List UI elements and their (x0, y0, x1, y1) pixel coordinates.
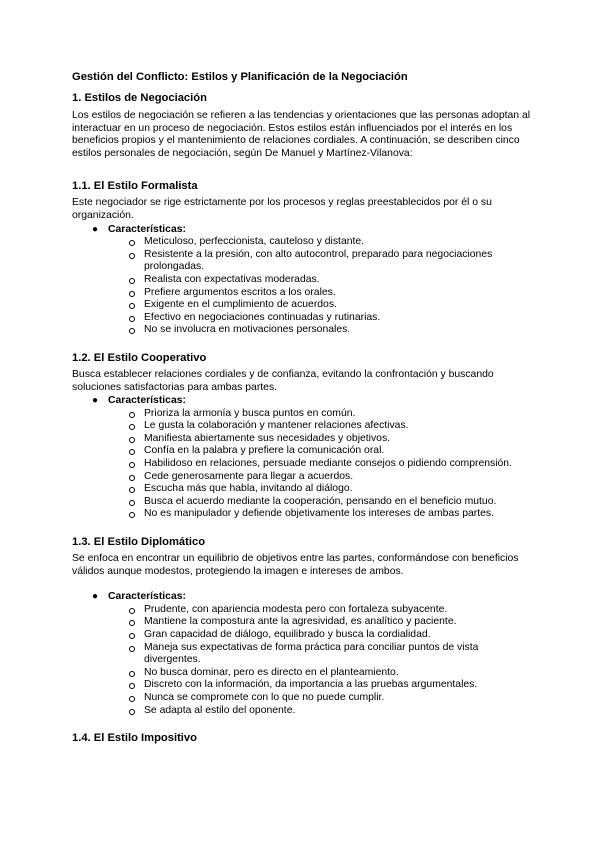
circle-bullet-icon (129, 500, 135, 506)
circle-bullet-icon (129, 253, 135, 259)
section-formalista (72, 179, 532, 337)
list-item: Meticuloso, perfeccionista, cauteloso y distante. (108, 236, 532, 249)
section-heading: 1. Estilos de Negociación (72, 92, 207, 104)
list-item: Cede generosamente para llegar a acuerdos. (108, 471, 532, 484)
circle-bullet-icon (129, 437, 135, 443)
bullet-list (72, 224, 532, 337)
list-item: No busca dominar, pero es directo en el planteamiento. (108, 667, 532, 680)
sub-list (108, 604, 532, 717)
circle-bullet-icon (129, 328, 135, 334)
bullet-item (72, 395, 532, 521)
bullet-list (72, 395, 532, 521)
circle-bullet-icon (129, 475, 135, 481)
circle-bullet-icon (129, 709, 135, 715)
circle-bullet-icon (129, 646, 135, 652)
list-item: Manifiesta abiertamente sus necesidades y objetivos. (108, 433, 532, 446)
bullet-label: Características: (108, 395, 186, 407)
circle-bullet-icon (129, 671, 135, 677)
section-description: Se enfoca en encontrar un equilibrio de objetivos entre las partes, conformándose con beneficios válidos aunque modestos, protegiendo la imagen e intereses de ambos. (72, 553, 519, 577)
list-item: Escucha más que habla, invitando al diálogo. (108, 483, 532, 496)
section-cooperativo (72, 351, 532, 521)
circle-bullet-icon (129, 620, 135, 626)
circle-bullet-icon (129, 278, 135, 284)
circle-bullet-icon (129, 240, 135, 246)
list-item: Efectivo en negociaciones continuadas y rutinarias. (108, 312, 532, 325)
bullet-label: Características: (108, 223, 186, 235)
intro-paragraph: Los estilos de negociación se refieren a las tendencias y orientaciones que las personas adoptan al interactuar en un proceso de negociación. Estos estilos están influenciados por el interés en los beneficios propios y el mantenimiento de relaciones cordiales. A continuación, se describen cinco estilos personales de negociación, según De Manuel y Martínez-Vilanova: (72, 110, 531, 159)
bullet-item (72, 224, 532, 337)
document-page (72, 70, 532, 749)
list-item: Realista con expectativas moderadas. (108, 274, 532, 287)
circle-bullet-icon (129, 412, 135, 418)
bullet-item (72, 591, 532, 717)
circle-bullet-icon (129, 291, 135, 297)
circle-bullet-icon (129, 696, 135, 702)
circle-bullet-icon (129, 462, 135, 468)
circle-bullet-icon (129, 683, 135, 689)
bullet-dot-icon: ● (92, 223, 99, 235)
sub-list (108, 236, 532, 337)
list-item: No se involucra en motivaciones personales. (108, 324, 532, 337)
bullet-list (72, 591, 532, 717)
list-item: Prefiere argumentos escritos a los orales. (108, 287, 532, 300)
circle-bullet-icon (129, 449, 135, 455)
list-item: Prioriza la armonía y busca puntos en común. (108, 408, 532, 421)
circle-bullet-icon (129, 512, 135, 518)
list-item: Nunca se compromete con lo que no puede cumplir. (108, 692, 532, 705)
list-item: Confía en la palabra y prefiere la comunicación oral. (108, 445, 532, 458)
circle-bullet-icon (129, 316, 135, 322)
list-item: Discreto con la información, da importancia a las pruebas argumentales. (108, 679, 532, 692)
section-diplomatico (72, 535, 532, 717)
document-title: Gestión del Conflicto: Estilos y Planificación de la Negociación (72, 71, 408, 83)
circle-bullet-icon (129, 487, 135, 493)
sub-list (108, 408, 532, 521)
bullet-dot-icon: ● (92, 395, 99, 407)
list-item: Habilidoso en relaciones, persuade mediante consejos o pidiendo comprensión. (108, 458, 532, 471)
list-item: Busca el acuerdo mediante la cooperación, pensando en el beneficio mutuo. (108, 496, 532, 509)
list-item: No es manipulador y defiende objetivamente los intereses de ambas partes. (108, 508, 532, 521)
list-item: Gran capacidad de diálogo, equilibrado y busca la cordialidad. (108, 629, 532, 642)
next-section-title: 1.4. El Estilo Impositivo (72, 732, 197, 745)
section-description: Este negociador se rige estrictamente por los procesos y reglas preestablecidos por él o su organización. (72, 197, 492, 221)
list-item: Mantiene la compostura ante la agresividad, es analítico y paciente. (108, 616, 532, 629)
list-item: Resistente a la presión, con alto autocontrol, preparado para negociaciones prolongadas. (108, 249, 532, 274)
circle-bullet-icon (129, 424, 135, 430)
list-item: Le gusta la colaboración y mantener relaciones afectivas. (108, 420, 532, 433)
bullet-dot-icon: ● (92, 591, 99, 603)
bullet-label: Características: (108, 591, 186, 603)
list-item: Se adapta al estilo del oponente. (108, 705, 532, 718)
circle-bullet-icon (129, 633, 135, 639)
section-description: Busca establecer relaciones cordiales y de confianza, evitando la confrontación y buscando soluciones satisfactorias para ambas partes. (72, 368, 494, 393)
circle-bullet-icon (129, 608, 135, 614)
list-item: Exigente en el cumplimiento de acuerdos. (108, 299, 532, 312)
section-title: 1.1. El Estilo Formalista (72, 180, 198, 193)
circle-bullet-icon (129, 303, 135, 309)
list-item: Prudente, con apariencia modesta pero con fortaleza subyacente. (108, 604, 532, 617)
section-title: 1.3. El Estilo Diplomático (72, 536, 206, 549)
list-item: Maneja sus expectativas de forma práctica para conciliar puntos de vista divergentes. (108, 642, 532, 667)
section-title: 1.2. El Estilo Cooperativo (72, 351, 207, 364)
